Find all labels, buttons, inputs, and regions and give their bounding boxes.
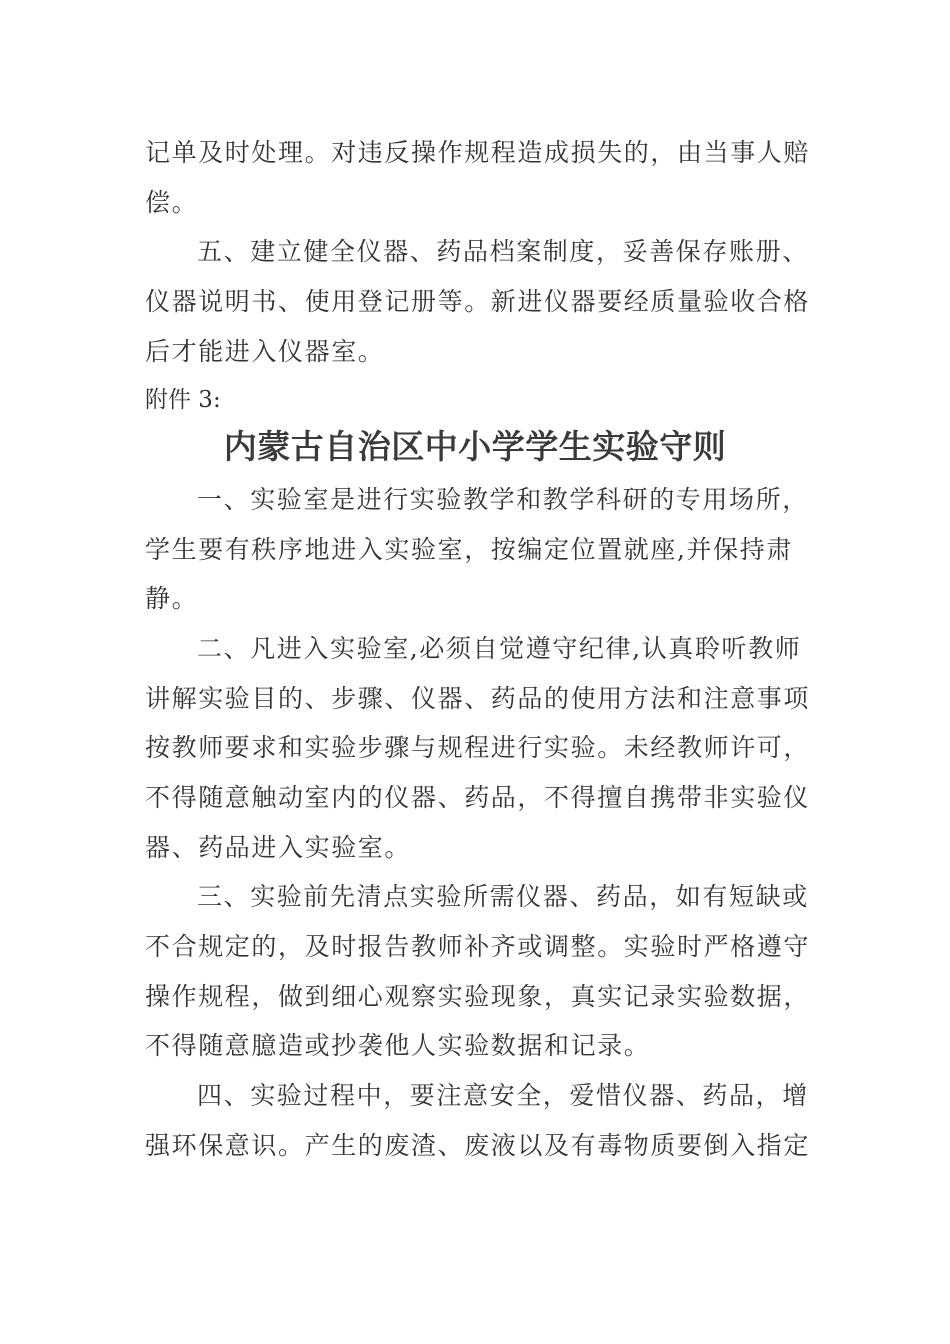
paragraph-line: 器、药品进入实验室。 — [145, 833, 412, 862]
attachment-label: 附件 3: — [145, 387, 221, 413]
paragraph-line: 操作规程，做到细心观察实验现象，真实记录实验数据， — [145, 982, 811, 1011]
paragraph-line: 二、凡进入实验室,必须自觉遵守纪律,认真聆听教师 — [197, 634, 802, 663]
paragraph-line: 学生要有秩序地进入实验室，按编定位置就座,并保持肃 — [145, 535, 793, 564]
paragraph-line: 不得随意触动室内的仪器、药品，不得擅自携带非实验仪 — [145, 783, 811, 812]
document-title: 内蒙古自治区中小学学生实验守则 — [223, 427, 727, 466]
paragraph-line: 偿。 — [145, 188, 199, 217]
paragraph-line: 四、实验过程中，要注意安全，爱惜仪器、药品，增 — [197, 1081, 809, 1110]
paragraph-line: 五、建立健全仪器、药品档案制度，妥善保存账册、 — [197, 237, 809, 266]
paragraph-line: 不合规定的，及时报告教师补齐或调整。实验时严格遵守 — [145, 932, 811, 961]
paragraph-line: 后才能进入仪器室。 — [145, 337, 385, 366]
paragraph-line: 强环保意识。产生的废渣、废液以及有毒物质要倒入指定 — [145, 1131, 811, 1160]
paragraph-line: 讲解实验目的、步骤、仪器、药品的使用方法和注意事项 — [145, 684, 811, 713]
paragraph-line: 三、实验前先清点实验所需仪器、药品，如有短缺或 — [197, 882, 809, 911]
paragraph-line: 按教师要求和实验步骤与规程进行实验。未经教师许可， — [145, 733, 811, 762]
paragraph-line: 仪器说明书、使用登记册等。新进仪器要经质量验收合格 — [145, 287, 811, 316]
paragraph-line: 记单及时处理。对违反操作规程造成损失的，由当事人赔 — [145, 138, 811, 167]
paragraph-line: 静。 — [145, 584, 199, 613]
paragraph-line: 不得随意臆造或抄袭他人实验数据和记录。 — [145, 1031, 651, 1060]
paragraph-line: 一、实验室是进行实验教学和教学科研的专用场所， — [197, 485, 809, 514]
